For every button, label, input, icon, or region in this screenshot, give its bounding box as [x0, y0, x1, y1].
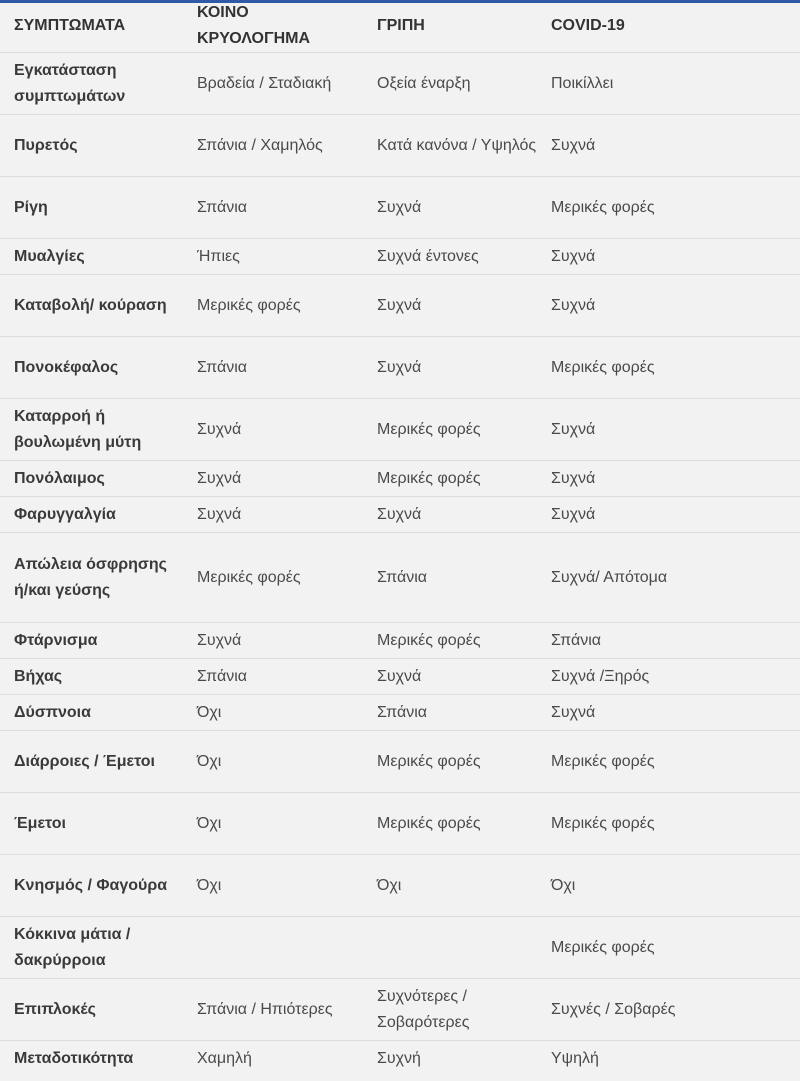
table-row: [0, 275, 800, 337]
table-row: [0, 533, 800, 623]
covid-cell: Υψηλή: [551, 1049, 599, 1067]
table-row: [0, 731, 800, 793]
symptom-cell: Πονοκέφαλος: [0, 337, 183, 399]
flu-cell: Μερικές φορές: [363, 793, 537, 855]
cold-cell: Ήπιες: [183, 239, 363, 275]
flu-cell: Μερικές φορές: [363, 731, 537, 793]
covid-cell: Μερικές φορές: [537, 793, 800, 855]
table-row: [0, 399, 800, 461]
covid-cell: Μερικές φορές: [537, 337, 800, 399]
cold-cell: Σπάνια / Χαμηλός: [183, 115, 363, 177]
symptom-cell: Φαρυγγαλγία: [0, 497, 183, 533]
covid-cell: Συχνές / Σοβαρές: [537, 979, 800, 1041]
symptom-cell: Δύσπνοια: [0, 695, 183, 731]
symptom-cell: Ρίγη: [0, 177, 183, 239]
cold-cell: Σπάνια: [183, 659, 363, 695]
table-row: [0, 53, 800, 115]
symptom-cell: Μεταδοτικότητα: [14, 1049, 134, 1067]
symptom-cell: Πονόλαιμος: [0, 461, 183, 497]
covid-cell: Συχνά: [537, 461, 800, 497]
covid-cell: Συχνά /Ξηρός: [537, 659, 800, 695]
flu-cell: Συχνά: [363, 497, 537, 533]
table-row: [0, 115, 800, 177]
symptom-cell: Καταβολή/ κούραση: [0, 275, 183, 337]
covid-cell: Συχνά/ Απότομα: [537, 533, 800, 623]
covid-cell: Συχνά: [537, 275, 800, 337]
table-row: [0, 695, 800, 731]
flu-cell: Συχνή: [377, 1049, 421, 1067]
cold-cell: Μερικές φορές: [183, 533, 363, 623]
flu-cell: Συχνότερες / Σοβαρότερες: [363, 979, 537, 1041]
table-row: [0, 239, 800, 275]
symptom-cell: Επιπλοκές: [0, 979, 183, 1041]
symptom-cell: Απώλεια όσφρησης ή/και γεύσης: [0, 533, 183, 623]
flu-cell: Σπάνια: [363, 695, 537, 731]
symptom-cell: Κόκκινα μάτια / δακρύρροια: [0, 917, 183, 979]
symptom-cell: Κνησμός / Φαγούρα: [0, 855, 183, 917]
table-row: [0, 623, 800, 659]
cold-cell: Σπάνια / Ηπιότερες: [183, 979, 363, 1041]
covid-cell: Μερικές φορές: [537, 177, 800, 239]
table-row: [0, 793, 800, 855]
table-body: [0, 53, 800, 1077]
covid-cell: Συχνά: [537, 115, 800, 177]
cold-cell: Μερικές φορές: [183, 275, 363, 337]
table-row: [0, 461, 800, 497]
table-row: [0, 497, 800, 533]
cold-cell: Συχνά: [183, 461, 363, 497]
flu-cell: Συχνά: [363, 337, 537, 399]
table-row: [0, 177, 800, 239]
cold-cell: Συχνά: [183, 399, 363, 461]
table-row: [0, 1041, 800, 1077]
flu-cell: Σπάνια: [363, 533, 537, 623]
cold-cell: Όχι: [183, 695, 363, 731]
flu-cell: Συχνά: [363, 275, 537, 337]
covid-cell: Όχι: [537, 855, 800, 917]
flu-cell: Οξεία έναρξη: [363, 53, 537, 115]
flu-cell: Συχνά έντονες: [363, 239, 537, 275]
table-row: [0, 659, 800, 695]
covid-cell: Συχνά: [537, 239, 800, 275]
header-symptoms: ΣΥΜΠΤΩΜΑΤΑ: [0, 0, 183, 53]
flu-cell: Κατά κανόνα / Υψηλός: [363, 115, 537, 177]
symptom-cell: Καταρροή ή βουλωμένη μύτη: [0, 399, 183, 461]
cold-cell: Συχνά: [183, 497, 363, 533]
cold-cell: Σπάνια: [183, 177, 363, 239]
header-flu: ΓΡΙΠΗ: [363, 0, 537, 53]
flu-cell: [363, 917, 537, 979]
cold-cell: Σπάνια: [183, 337, 363, 399]
cold-cell: Χαμηλή: [197, 1049, 252, 1067]
symptom-cell: Εγκατάσταση συμπτωμάτων: [0, 53, 183, 115]
table-row: [0, 979, 800, 1041]
flu-cell: Μερικές φορές: [363, 461, 537, 497]
flu-cell: Συχνά: [363, 659, 537, 695]
header-common-cold: ΚΟΙΝΟ ΚΡΥΟΛΟΓΗΜΑ: [183, 0, 363, 53]
header-covid: COVID-19: [537, 0, 800, 53]
symptom-cell: Πυρετός: [0, 115, 183, 177]
cold-cell: [183, 917, 363, 979]
table-row: [0, 337, 800, 399]
symptom-cell: Διάρροιες / Έμετοι: [0, 731, 183, 793]
symptom-cell: Έμετοι: [0, 793, 183, 855]
table-header-row: [0, 0, 800, 53]
covid-cell: Μερικές φορές: [537, 731, 800, 793]
symptom-cell: Φτάρνισμα: [0, 623, 183, 659]
cold-cell: Όχι: [183, 793, 363, 855]
flu-cell: Μερικές φορές: [363, 399, 537, 461]
flu-cell: Όχι: [363, 855, 537, 917]
covid-cell: Μερικές φορές: [537, 917, 800, 979]
covid-cell: Ποικίλλει: [537, 53, 800, 115]
flu-cell: Συχνά: [363, 177, 537, 239]
cold-cell: Βραδεία / Σταδιακή: [183, 53, 363, 115]
cold-cell: Όχι: [183, 731, 363, 793]
covid-cell: Συχνά: [537, 399, 800, 461]
covid-cell: Συχνά: [537, 497, 800, 533]
symptom-cell: Βήχας: [0, 659, 183, 695]
table-row: [0, 917, 800, 979]
cold-cell: Όχι: [183, 855, 363, 917]
covid-cell: Σπάνια: [537, 623, 800, 659]
table-row: [0, 855, 800, 917]
symptom-cell: Μυαλγίες: [0, 239, 183, 275]
covid-cell: Συχνά: [537, 695, 800, 731]
flu-cell: Μερικές φορές: [363, 623, 537, 659]
cold-cell: Συχνά: [183, 623, 363, 659]
